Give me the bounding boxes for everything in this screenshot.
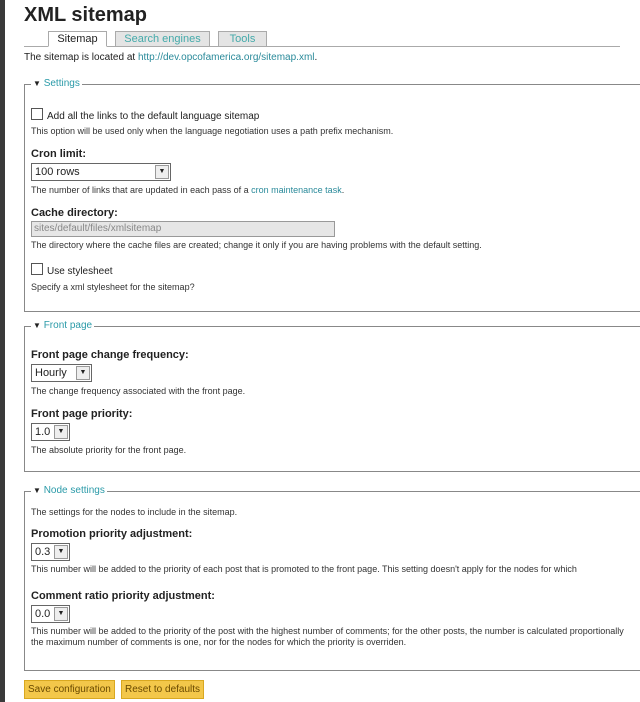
page-title: XML sitemap <box>24 4 147 26</box>
window-border <box>0 0 5 702</box>
promo-label: Promotion priority adjustment: <box>31 528 193 540</box>
cache-label: Cache directory: <box>31 207 118 219</box>
dropdown-arrow-icon: ▼ <box>76 366 90 380</box>
settings-legend-label: Settings <box>43 78 80 89</box>
freq-desc: The change frequency associated with the front page. <box>31 386 246 396</box>
cron-desc-text: The number of links that are updated in each pass of a <box>31 185 252 195</box>
freq-label: Front page change frequency: <box>31 349 189 361</box>
tab-search-engines[interactable]: Search engines <box>115 31 210 47</box>
freq-value: Hourly <box>35 367 67 379</box>
default-lang-checkbox[interactable] <box>31 108 43 120</box>
priority-desc: The absolute priority for the front page. <box>31 445 187 455</box>
dropdown-arrow-icon: ▼ <box>54 425 68 439</box>
settings-fieldset <box>24 78 640 312</box>
dropdown-arrow-icon: ▼ <box>54 607 68 621</box>
sitemap-link[interactable]: http://dev.opcofamerica.org/sitemap.xml <box>137 52 315 63</box>
node-settings-legend-label: Node settings <box>43 485 105 496</box>
node-settings-legend[interactable] <box>31 485 107 496</box>
settings-legend[interactable] <box>31 78 82 89</box>
cron-label: Cron limit: <box>31 148 86 160</box>
cron-value: 100 rows <box>35 166 80 178</box>
comment-label: Comment ratio priority adjustment: <box>31 590 215 602</box>
tabs <box>24 31 620 47</box>
default-lang-option[interactable] <box>31 108 259 122</box>
promo-value: 0.3 <box>35 546 51 558</box>
priority-select[interactable] <box>31 423 70 441</box>
front-page-legend[interactable] <box>31 320 94 331</box>
collapse-triangle-icon: ▼ <box>33 79 41 88</box>
comment-desc-line1: This number will be added to the priority of the post with the highest number of comments; for the other posts, the number is calculated proportionally <box>31 626 624 636</box>
node-intro: The settings for the nodes to include in the sitemap. <box>31 507 238 517</box>
collapse-triangle-icon: ▼ <box>33 486 41 495</box>
comment-select[interactable] <box>31 605 70 623</box>
priority-value: 1.0 <box>35 426 51 438</box>
tab-tools[interactable]: Tools <box>218 31 267 47</box>
cron-select[interactable] <box>31 163 171 181</box>
dropdown-arrow-icon: ▼ <box>155 165 169 179</box>
comment-value: 0.0 <box>35 608 51 620</box>
cron-link[interactable]: cron maintenance task <box>251 185 342 195</box>
default-lang-desc: This option will be used only when the language negotiation uses a path prefix mechanism. <box>31 126 394 136</box>
node-settings-fieldset <box>24 485 640 671</box>
reset-to-defaults-button[interactable]: Reset to defaults <box>121 680 204 699</box>
comment-desc-line2: the maximum number of comments is one, nor for the nodes for which the priority is overriden. <box>31 637 407 647</box>
default-lang-label: Add all the links to the default language sitemap <box>47 111 260 122</box>
comment-desc <box>31 626 631 648</box>
location-suffix: . <box>314 52 318 63</box>
save-configuration-button[interactable]: Save configuration <box>24 680 115 699</box>
dropdown-arrow-icon: ▼ <box>54 545 68 559</box>
collapse-triangle-icon: ▼ <box>33 321 41 330</box>
stylesheet-desc: Specify a xml stylesheet for the sitemap? <box>31 282 195 292</box>
freq-select[interactable] <box>31 364 92 382</box>
cache-directory-input[interactable]: sites/default/files/xmlsitemap <box>31 221 335 237</box>
front-page-fieldset <box>24 320 640 472</box>
tab-sitemap[interactable]: Sitemap <box>48 31 107 47</box>
front-page-legend-label: Front page <box>43 320 93 331</box>
cache-desc: The directory where the cache files are created; change it only if you are having problems with the default setting. <box>31 240 482 250</box>
priority-label: Front page priority: <box>31 408 133 420</box>
sitemap-location <box>24 52 317 63</box>
promo-desc: This number will be added to the priority of each post that is promoted to the front page. This setting doesn't apply for the nodes for which <box>31 564 577 574</box>
cron-desc <box>31 185 631 196</box>
stylesheet-option[interactable] <box>31 263 113 277</box>
stylesheet-label: Use stylesheet <box>47 266 113 277</box>
cron-desc-suffix: . <box>341 185 345 195</box>
location-text: The sitemap is located at <box>24 52 138 63</box>
promo-select[interactable] <box>31 543 70 561</box>
stylesheet-checkbox[interactable] <box>31 263 43 275</box>
